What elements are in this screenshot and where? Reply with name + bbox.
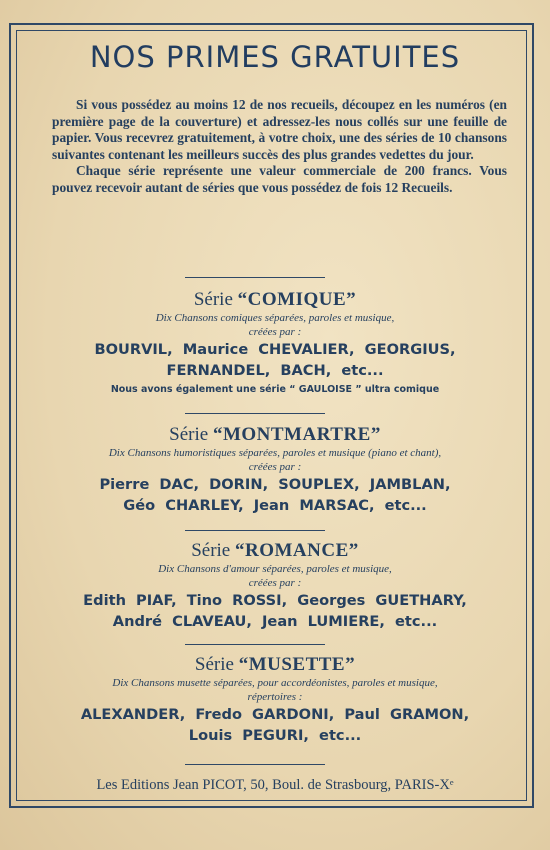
- serie-musette: [20, 654, 530, 746]
- divider: [185, 530, 325, 531]
- serie-montmartre: [20, 424, 530, 516]
- serie-title: [20, 654, 530, 676]
- intro-paragraph-1: Si vous possédez au moins 12 de nos recueils, découpez en les numéros (en première page de la couverture) et adressez-les nous collés sur une feuille de papier. Vous recevrez gratuitement, à votre choix, une des séries de 10 chansons suivantes contenant les meilleurs succès des plus grandes vedettes du jour.: [52, 97, 507, 162]
- divider: [185, 764, 325, 765]
- intro-text: [52, 97, 507, 197]
- serie-prefix: Série: [169, 424, 209, 445]
- serie-created-by: créées par :: [248, 461, 302, 473]
- serie-created-by: créées par :: [248, 577, 302, 589]
- artists-line: FERNANDEL, BACH, etc...: [166, 362, 384, 379]
- serie-name: “MONTMARTRE”: [212, 424, 381, 445]
- artists-line: ALEXANDER, Fredo GARDONI, Paul GRAMON,: [80, 706, 470, 723]
- artists-line: Géo CHARLEY, Jean MARSAC, etc...: [123, 497, 427, 514]
- serie-name: “MUSETTE”: [238, 654, 356, 675]
- serie-title: [20, 424, 530, 446]
- page-title: NOS PRIMES GRATUITES: [89, 40, 461, 74]
- serie-description: Dix Chansons comiques séparées, paroles et musique,: [155, 312, 395, 324]
- serie-prefix: Série: [191, 540, 231, 561]
- serie-note: Nous avons également une série “ GAULOISE ” ultra comique: [110, 384, 440, 395]
- serie-comique: [20, 289, 530, 395]
- serie-description: Dix Chansons d'amour séparées, paroles et musique,: [158, 563, 392, 575]
- artists-line: Pierre DAC, DORIN, SOUPLEX, JAMBLAN,: [99, 476, 451, 493]
- intro-paragraph-2: Chaque série représente une valeur commerciale de 200 francs. Vous pouvez recevoir autant de séries que vous possédez de fois 12 Recueils.: [52, 163, 507, 195]
- serie-prefix: Série: [194, 654, 234, 675]
- publisher-footer: Les Editions Jean PICOT, 50, Boul. de Strasbourg, PARIS-Xᵉ: [96, 777, 454, 793]
- serie-name: “COMIQUE”: [237, 289, 357, 310]
- serie-created-by: créées par :: [248, 326, 302, 338]
- serie-prefix: Série: [193, 289, 233, 310]
- divider: [185, 413, 325, 414]
- serie-romance: [20, 540, 530, 632]
- serie-title: [20, 540, 530, 562]
- divider: [185, 644, 325, 645]
- serie-title: [20, 289, 530, 311]
- artists-line: BOURVIL, Maurice CHEVALIER, GEORGIUS,: [94, 341, 456, 358]
- divider: [185, 277, 325, 278]
- serie-created-by: répertoires :: [247, 691, 303, 703]
- serie-description: Dix Chansons humoristiques séparées, paroles et musique (piano et chant),: [108, 447, 442, 459]
- artists-line: Edith PIAF, Tino ROSSI, Georges GUETHARY,: [83, 592, 467, 609]
- serie-name: “ROMANCE”: [235, 540, 359, 561]
- artists-line: Louis PEGURI, etc...: [188, 727, 362, 744]
- artists-line: André CLAVEAU, Jean LUMIERE, etc...: [112, 613, 438, 630]
- serie-description: Dix Chansons musette séparées, pour accordéonistes, paroles et musique,: [112, 677, 438, 689]
